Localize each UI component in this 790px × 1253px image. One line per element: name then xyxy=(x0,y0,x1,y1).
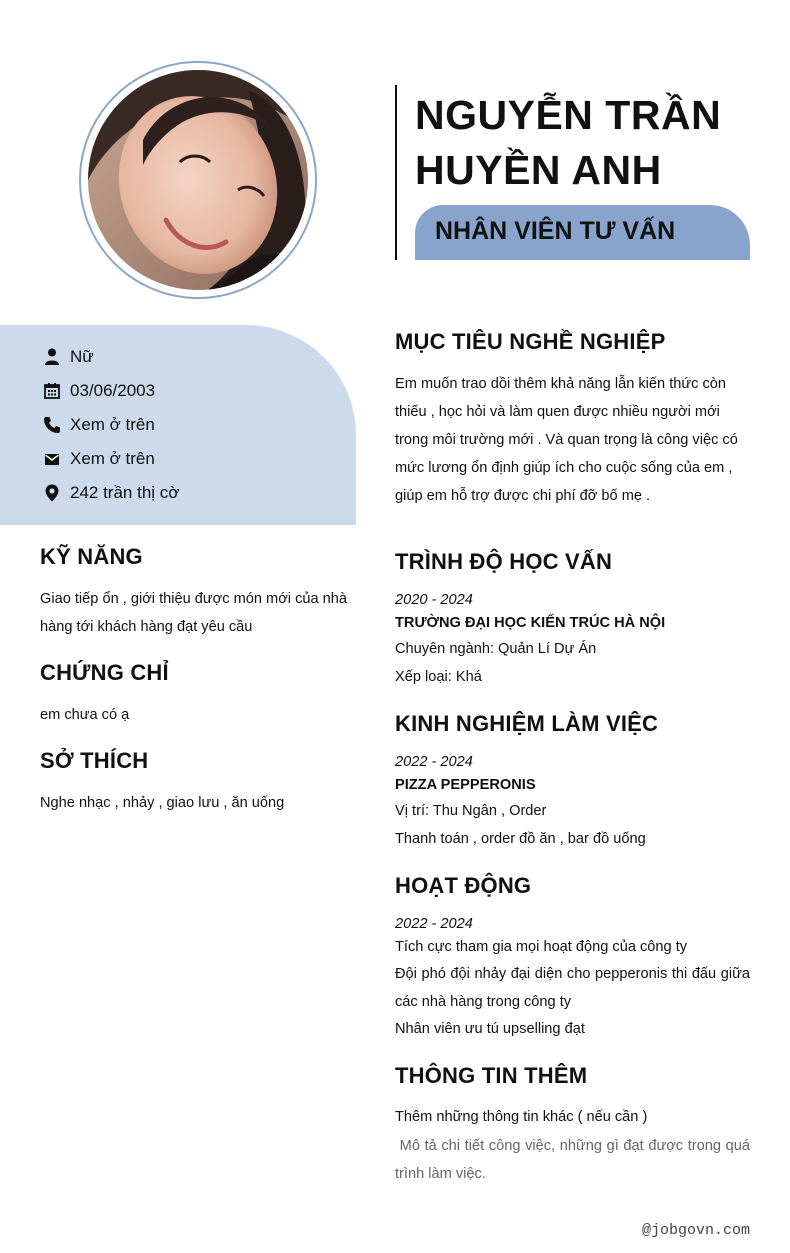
hobbies-heading: SỞ THÍCH xyxy=(40,748,149,773)
additional-heading: THÔNG TIN THÊM xyxy=(395,1063,588,1088)
calendar-icon xyxy=(42,381,62,401)
name-line-2: HUYỀN ANH xyxy=(415,147,662,193)
education-major: Chuyên ngành: Quản Lí Dự Án xyxy=(395,641,597,657)
phone-icon xyxy=(42,415,62,435)
avatar xyxy=(88,70,308,290)
activities-period: 2022 - 2024 xyxy=(395,916,473,932)
experience-position: Vị trí: Thu Ngân , Order xyxy=(395,803,547,819)
info-phone-value: Xem ở trên xyxy=(70,415,155,434)
info-email xyxy=(42,447,155,471)
candidate-name xyxy=(415,88,721,198)
job-title: NHÂN VIÊN TƯ VẤN xyxy=(435,217,676,245)
info-email-value: Xem ở trên xyxy=(70,449,155,468)
activities-line-3: Nhân viên ưu tú upselling đạt xyxy=(395,1021,585,1037)
profile-photo xyxy=(88,70,308,290)
skills-text: Giao tiếp ổn , giới thiệu được món mới của nhà hàng tới khách hàng đạt yêu cầu xyxy=(40,591,347,635)
education-grade: Xếp loại: Khá xyxy=(395,669,482,685)
skills-heading: KỸ NĂNG xyxy=(40,544,143,569)
footer-watermark: @jobgovn.com xyxy=(641,1222,750,1239)
person-icon xyxy=(42,347,62,367)
experience-company: PIZZA PEPPERONIS xyxy=(395,777,536,793)
objective-text: Em muốn trao dồi thêm khả năng lẫn kiến thức còn thiếu , học hỏi và làm quen được nhiều người mới trong môi trường mới . Và quan trọng là công việc có mức lương ổn định giúp ích cho cuộc sống của em , giúp em hỗ trợ được chi phí đỡ bố mẹ . xyxy=(395,376,738,504)
objective-heading: MỤC TIÊU NGHỀ NGHIỆP xyxy=(395,329,666,354)
info-birthdate xyxy=(42,379,155,403)
activities-line-1: Tích cực tham gia mọi hoạt động của công ty xyxy=(395,939,688,955)
name-divider xyxy=(395,85,397,260)
location-icon xyxy=(42,483,62,503)
activities-heading: HOẠT ĐỘNG xyxy=(395,873,532,898)
hobbies-text: Nghe nhạc , nhảy , giao lưu , ăn uống xyxy=(40,795,285,811)
education-period: 2020 - 2024 xyxy=(395,592,473,608)
info-address xyxy=(42,481,179,505)
additional-line-2: Mô tả chi tiết công việc, những gì đạt được trong quá trình làm việc. xyxy=(395,1138,755,1182)
additional-line-1: Thêm những thông tin khác ( nếu cần ) xyxy=(395,1109,648,1125)
experience-period: 2022 - 2024 xyxy=(395,754,473,770)
email-icon xyxy=(42,449,62,469)
activities-line-2: Đội phó đội nhảy đại diện cho pepperonis thi đấu giữa các nhà hàng trong công ty xyxy=(395,966,750,1010)
info-gender-value: Nữ xyxy=(70,347,94,366)
info-address-value: 242 trần thị cờ xyxy=(70,483,180,502)
education-heading: TRÌNH ĐỘ HỌC VẤN xyxy=(395,549,613,574)
education-school: TRƯỜNG ĐẠI HỌC KIẾN TRÚC HÀ NỘI xyxy=(395,615,666,631)
certificates-text: em chưa có ạ xyxy=(40,707,130,723)
info-gender xyxy=(42,345,94,369)
experience-heading: KINH NGHIỆM LÀM VIỆC xyxy=(395,711,659,736)
info-phone xyxy=(42,413,155,437)
certificates-heading: CHỨNG CHỈ xyxy=(40,660,169,685)
info-birthdate-value: 03/06/2003 xyxy=(70,381,156,400)
job-title-badge xyxy=(415,205,750,260)
name-line-1: NGUYỄN TRẦN xyxy=(415,92,722,138)
experience-duties: Thanh toán , order đồ ăn , bar đồ uống xyxy=(395,831,646,847)
